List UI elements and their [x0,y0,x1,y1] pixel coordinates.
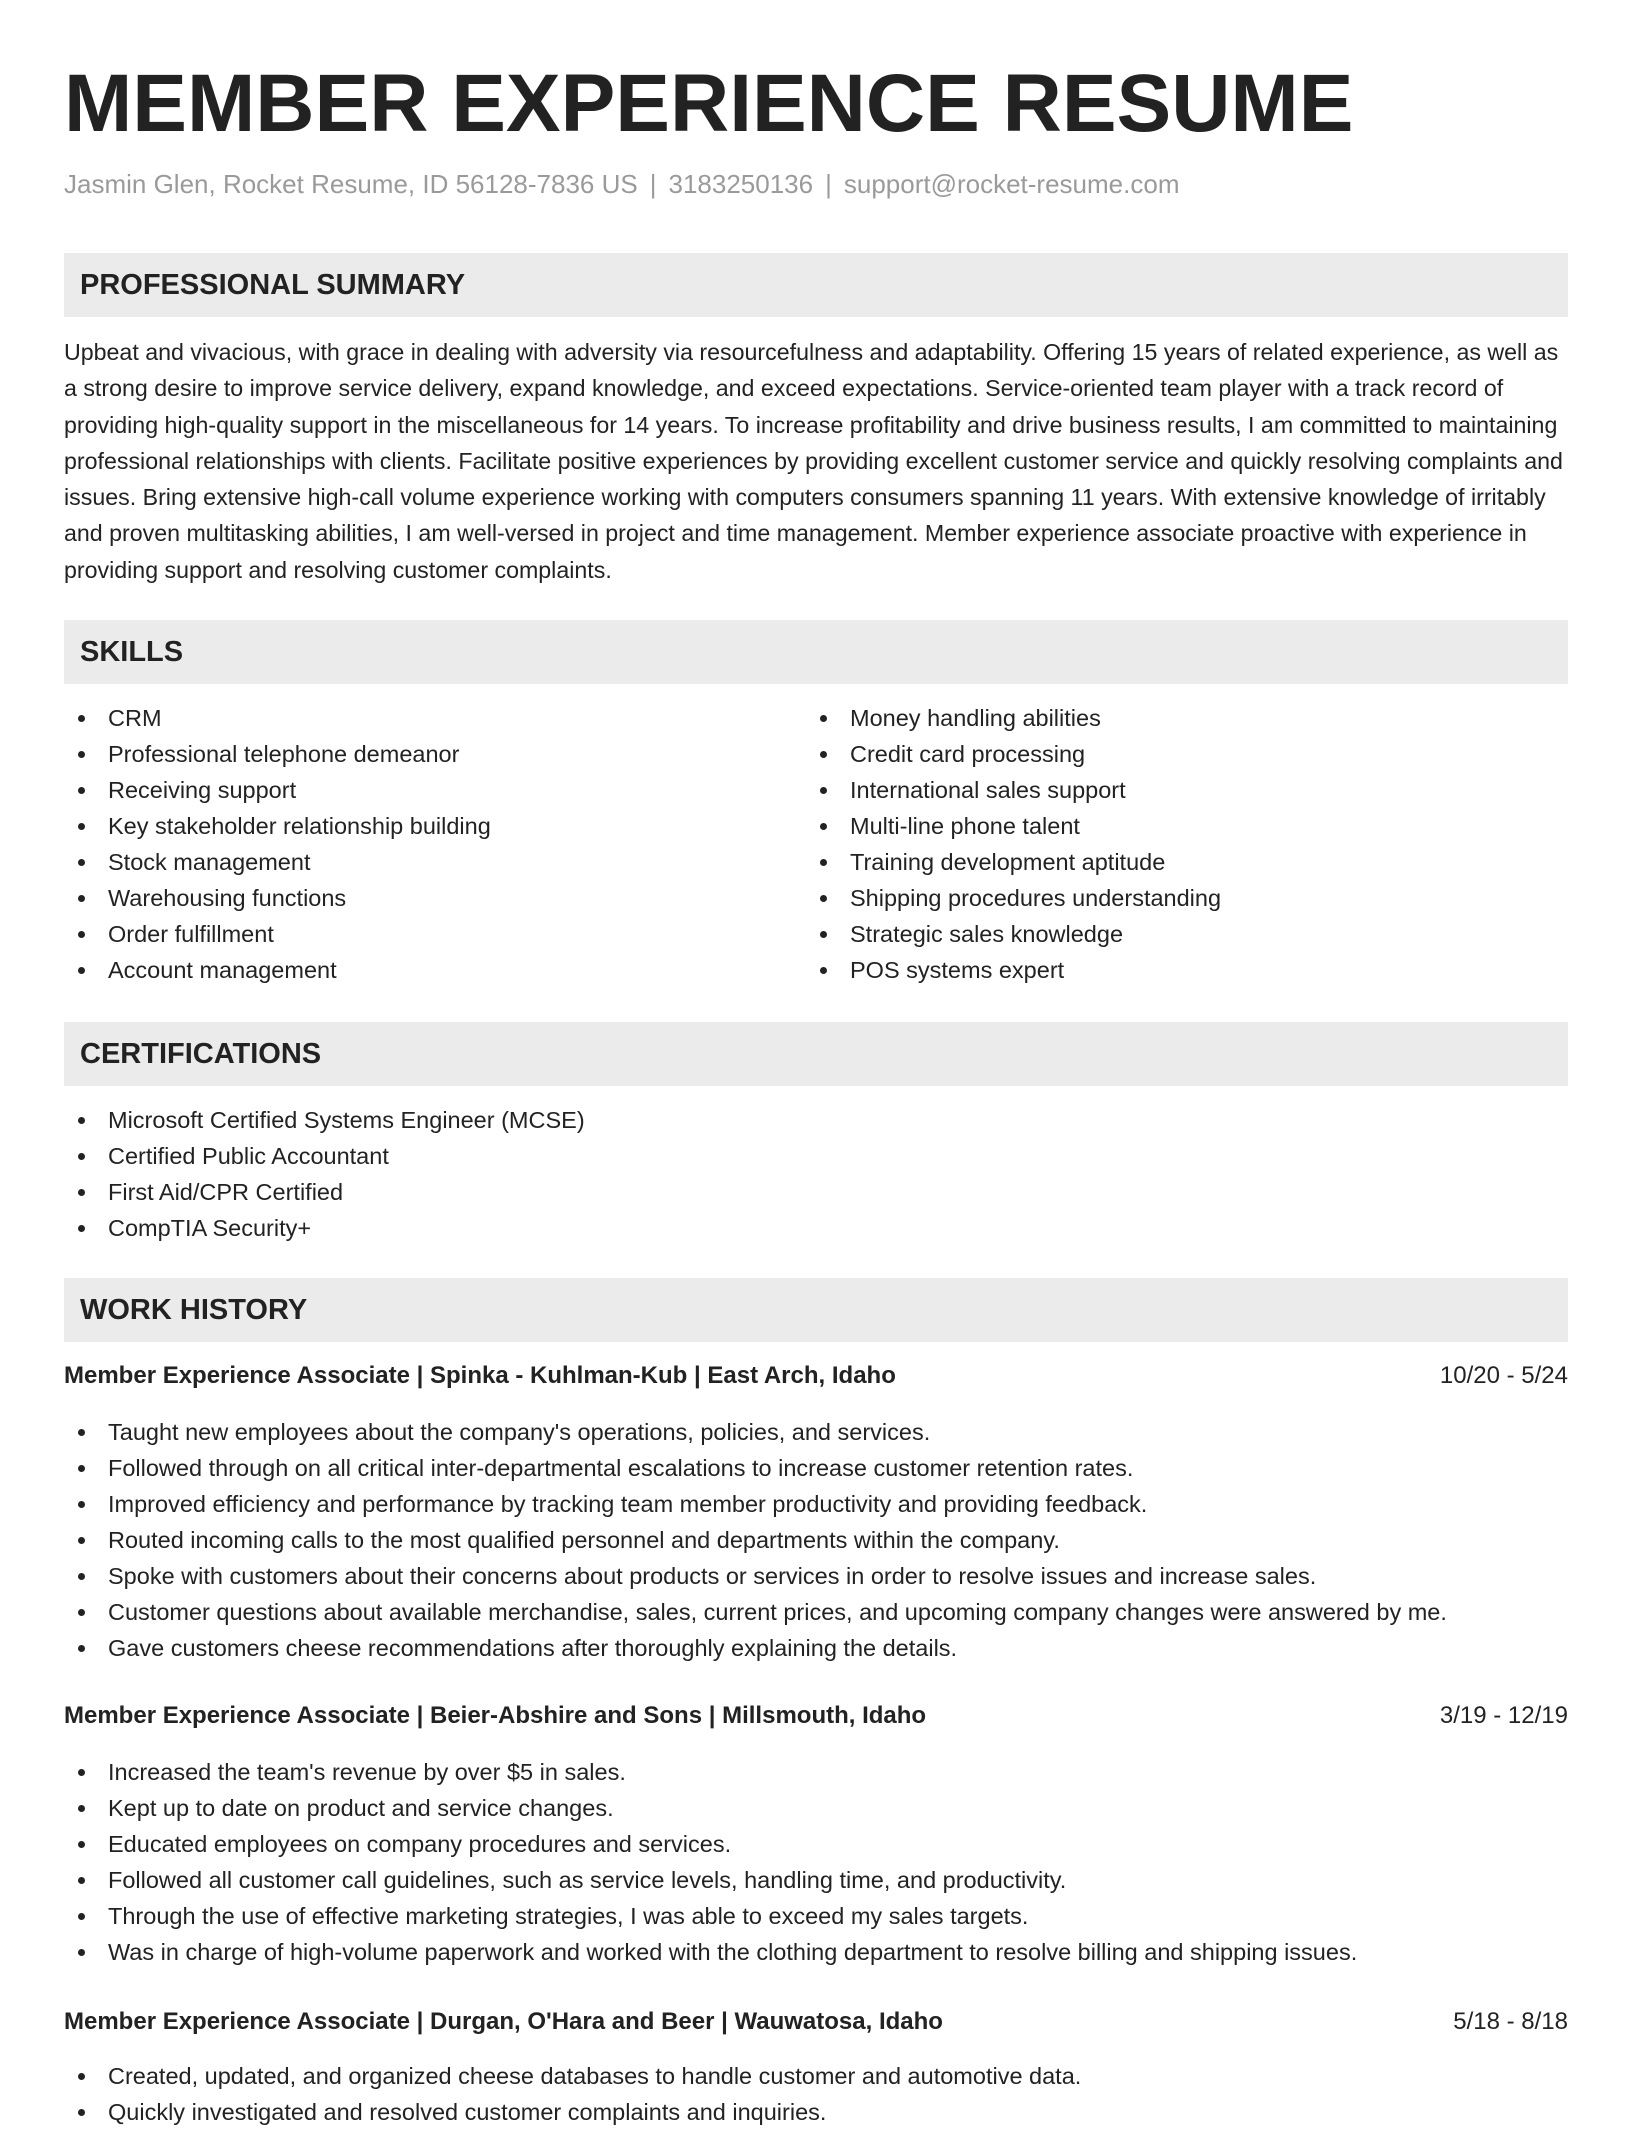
job-bullet: Taught new employees about the company's operations, policies, and services. [64,1414,1447,1450]
skill-item: Strategic sales knowledge [806,916,1221,952]
skill-item: Professional telephone demeanor [64,736,491,772]
job-dates: 3/19 - 12/19 [1439,1702,1568,1729]
job-bullet: Gave customers cheese recommendations after thoroughly explaining the details. [64,1630,1447,1666]
job-bullet: Followed all customer call guidelines, such as service levels, handling time, and productivity. [64,1862,1357,1898]
job-bullet: Improved efficiency and performance by tracking team member productivity and providing feedback. [64,1486,1447,1522]
skills-list-right [806,700,1221,988]
summary-heading: PROFESSIONAL SUMMARY [64,253,1568,317]
job-bullet: Routed incoming calls to the most qualified personnel and departments within the company. [64,1522,1447,1558]
skill-item: Credit card processing [806,736,1221,772]
contact-separator: | [649,169,657,199]
skill-item: CRM [64,700,491,736]
job-title: Member Experience Associate | Beier-Abshire and Sons | Millsmouth, Idaho [64,1702,927,1729]
skills-heading: SKILLS [64,620,1568,684]
summary-text: Upbeat and vivacious, with grace in dealing with adversity via resourcefulness and adaptability. Offering 15 years of related experience, as well as a strong desire to improve service delivery, expand knowledge, and exceed expectations. Service-oriented team player with a track record of providing high-quality support in the miscellaneous for 14 years. To increase profitability and drive business results, I am committed to maintaining professional relationships with clients. Facilitate positive experiences by providing excellent customer service and quickly resolving complaints and issues. Bring extensive high-call volume experience working with computers consumers spanning 11 years. With extensive knowledge of irritably and proven multitasking abilities, I am well-versed in project and time management. Member experience associate proactive with experience in providing support and resolving customer complaints. [64,339,1563,583]
job-bullet: Kept up to date on product and service changes. [64,1790,1357,1826]
skill-item: Stock management [64,844,491,880]
skill-item: POS systems expert [806,952,1221,988]
skill-item: Account management [64,952,491,988]
skill-item: Money handling abilities [806,700,1221,736]
certification-item: First Aid/CPR Certified [64,1174,585,1210]
certification-item: Microsoft Certified Systems Engineer (MCSE) [64,1102,585,1138]
job-header [64,1358,1568,1394]
skill-item: Key stakeholder relationship building [64,808,491,844]
job-title: Member Experience Associate | Durgan, O'Hara and Beer | Wauwatosa, Idaho [64,2008,943,2035]
certification-item: Certified Public Accountant [64,1138,585,1174]
job-header [64,1698,1568,1734]
work-history-heading: WORK HISTORY [64,1278,1568,1342]
job-bullet: Spoke with customers about their concerns about products or services in order to resolve issues and increase sales. [64,1558,1447,1594]
job-dates: 10/20 - 5/24 [1439,1362,1568,1389]
resume-title: MEMBER EXPERIENCE RESUME [64,58,1354,149]
skill-item: Order fulfillment [64,916,491,952]
contact-address: Jasmin Glen, Rocket Resume, ID 56128-7836 US [64,169,638,199]
contact-line [64,166,1179,202]
job-bullets [64,1414,1447,1666]
contact-phone: 3183250136 [668,169,814,199]
skill-item: Shipping procedures understanding [806,880,1221,916]
certifications-list [64,1102,585,1246]
job-bullet: Educated employees on company procedures and services. [64,1826,1357,1862]
job-bullet: Through the use of effective marketing strategies, I was able to exceed my sales targets. [64,1898,1357,1934]
job-bullet: Created, updated, and organized cheese databases to handle customer and automotive data. [64,2058,1081,2094]
certifications-heading: CERTIFICATIONS [64,1022,1568,1086]
job-bullet: Followed through on all critical inter-departmental escalations to increase customer retention rates. [64,1450,1447,1486]
job-bullet: Quickly investigated and resolved customer complaints and inquiries. [64,2094,1081,2130]
job-bullets [64,1754,1357,1970]
skill-item: Warehousing functions [64,880,491,916]
job-bullets [64,2058,1081,2130]
skill-item: Multi-line phone talent [806,808,1221,844]
job-bullet: Was in charge of high-volume paperwork and worked with the clothing department to resolve billing and shipping issues. [64,1934,1357,1970]
skills-list-left [64,700,491,988]
contact-email: support@rocket-resume.com [843,169,1180,199]
job-dates: 5/18 - 8/18 [1453,2008,1568,2035]
job-title: Member Experience Associate | Spinka - Kuhlman-Kub | East Arch, Idaho [64,1362,896,1389]
skill-item: International sales support [806,772,1221,808]
certification-item: CompTIA Security+ [64,1210,585,1246]
skill-item: Training development aptitude [806,844,1221,880]
contact-separator: | [825,169,832,199]
skill-item: Receiving support [64,772,491,808]
job-bullet: Increased the team's revenue by over $5 in sales. [64,1754,1357,1790]
job-header [64,2004,1568,2040]
job-bullet: Customer questions about available merchandise, sales, current prices, and upcoming company changes were answered by me. [64,1594,1447,1630]
